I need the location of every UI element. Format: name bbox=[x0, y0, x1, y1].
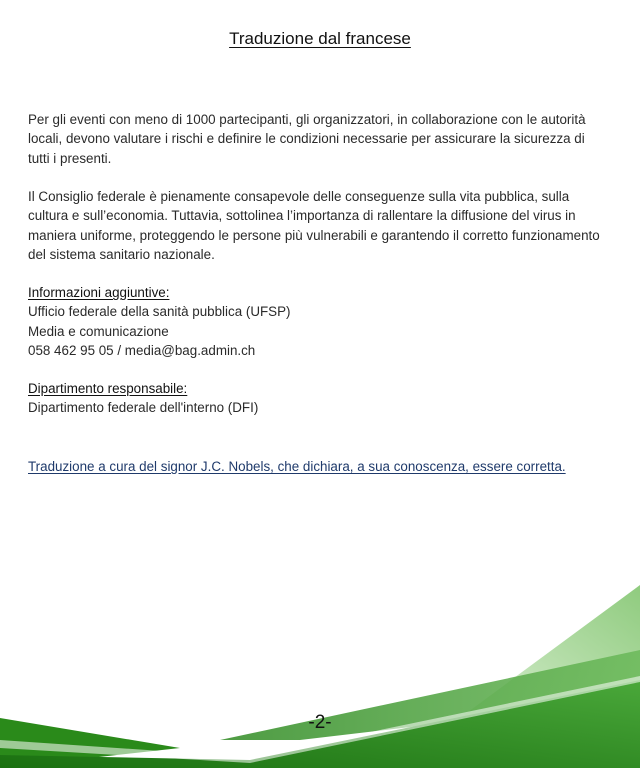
translator-note: Traduzione a cura del signor J.C. Nobels, che dichiara, a sua conoscenza, essere corretta. bbox=[28, 459, 566, 474]
department-line: Dipartimento federale dell'interno (DFI) bbox=[28, 400, 259, 416]
responsible-department-heading: Dipartimento responsabile: bbox=[28, 381, 188, 396]
responsible-department-block bbox=[28, 379, 610, 418]
page-number: -2- bbox=[308, 712, 332, 733]
paragraph-federal-council: Il Consiglio federale è pienamente consapevole delle conseguenze sulla vita pubblica, sulla cultura e sull’economia. Tuttavia, sottolinea l’importanza di rallentare la diffusione del virus in maniera uniforme, proteggendo le persone più vulnerabili e garantendo il corretto funzionamento del sistema sanitario nazionale. bbox=[28, 189, 600, 262]
additional-info-block bbox=[28, 283, 610, 360]
info-line-contact: 058 462 95 05 / media@bag.admin.ch bbox=[28, 342, 256, 358]
paragraph-events: Per gli eventi con meno di 1000 partecipanti, gli organizzatori, in collaborazione con le autorità locali, devono valutare i rischi e definire le condizioni necessarie per assicurare la sicurezza di tutti i presenti. bbox=[28, 112, 586, 166]
page-title: Traduzione dal francese bbox=[229, 29, 411, 48]
additional-info-heading: Informazioni aggiuntive: bbox=[28, 285, 170, 300]
info-line-office: Ufficio federale della sanità pubblica (UFSP) bbox=[28, 304, 291, 320]
info-line-media: Media e comunicazione bbox=[28, 323, 169, 339]
